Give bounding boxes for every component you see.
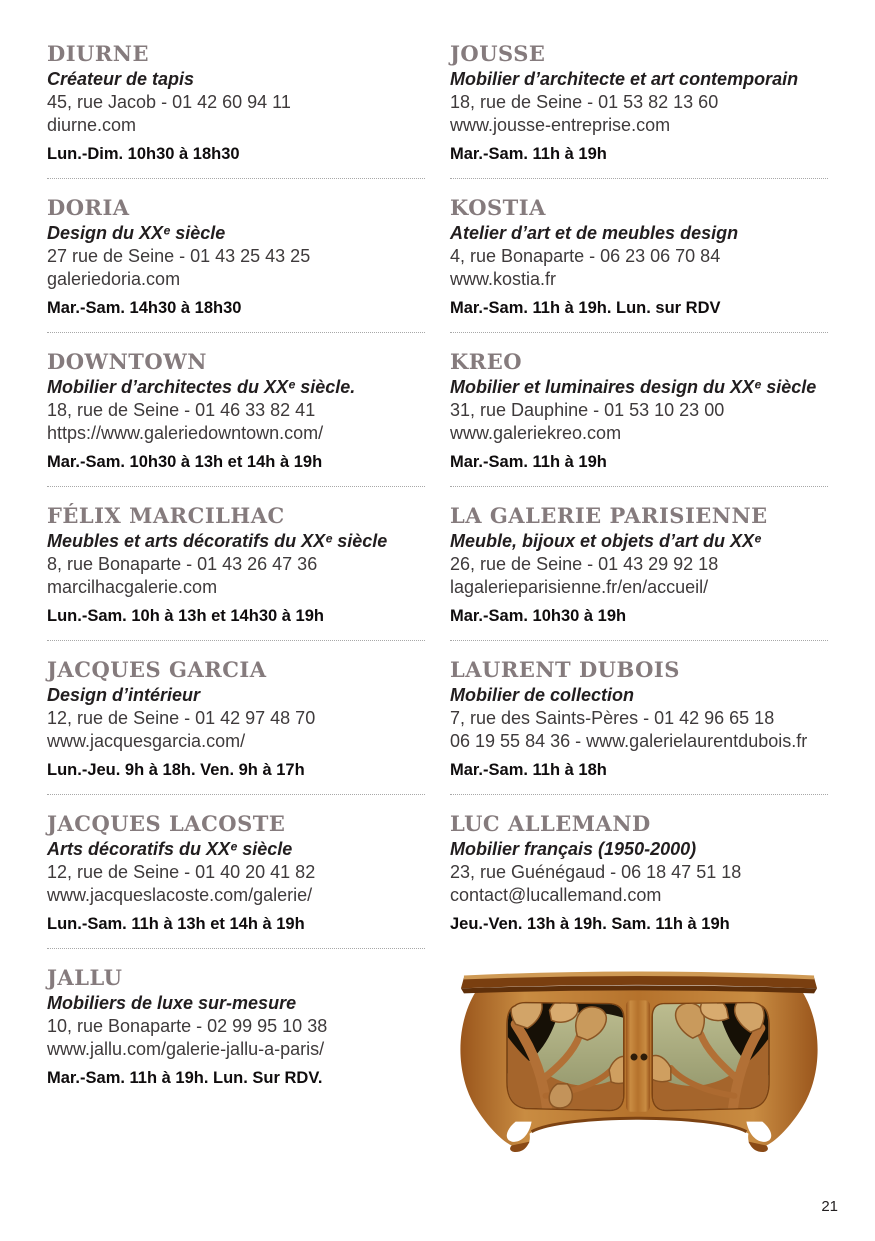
gallery-hours: Mar.-Sam. 11h à 18h: [450, 761, 607, 779]
gallery-name: LA GALERIE PARISIENNE: [450, 503, 768, 528]
gallery-address: 4, rue Bonaparte - 06 23 06 70 84: [450, 246, 721, 266]
gallery-email[interactable]: contact@lucallemand.com: [450, 885, 662, 905]
gallery-entry-felix-marcilhac: [47, 504, 425, 640]
gallery-name: FÉLIX MARCILHAC: [47, 503, 285, 528]
gallery-hours: Jeu.-Ven. 13h à 19h. Sam. 11h à 19h: [450, 915, 730, 933]
right-column: [450, 42, 828, 1162]
gallery-entry-laurent-dubois: [450, 658, 828, 794]
gallery-website[interactable]: www.kostia.fr: [450, 269, 557, 289]
art-nouveau-cabinet-image: [450, 962, 828, 1162]
gallery-address: 8, rue Bonaparte - 01 43 26 47 36: [47, 554, 318, 574]
entry-divider: [450, 332, 828, 333]
entry-divider: [47, 178, 425, 179]
gallery-hours: Lun.-Sam. 11h à 13h et 14h à 19h: [47, 915, 305, 933]
gallery-description: Meubles et arts décoratifs du XXᵉ siècle: [47, 531, 388, 551]
gallery-website[interactable]: galeriedoria.com: [47, 269, 181, 289]
gallery-website[interactable]: lagalerieparisienne.fr/en/accueil/: [450, 577, 709, 597]
gallery-address: 18, rue de Seine - 01 46 33 82 41: [47, 400, 316, 420]
gallery-address: 12, rue de Seine - 01 42 97 48 70: [47, 708, 316, 728]
gallery-entry-jacques-lacoste: [47, 812, 425, 948]
gallery-hours: Mar.-Sam. 11h à 19h: [450, 145, 607, 163]
gallery-description: Design d’intérieur: [47, 685, 201, 705]
gallery-hours: Mar.-Sam. 11h à 19h. Lun. sur RDV: [450, 299, 721, 317]
gallery-address: 31, rue Dauphine - 01 53 10 23 00: [450, 400, 725, 420]
gallery-website[interactable]: marcilhacgalerie.com: [47, 577, 218, 597]
cabinet-photo: [450, 962, 828, 1162]
gallery-website[interactable]: https://www.galeriedowntown.com/: [47, 423, 324, 443]
left-column: [47, 42, 425, 1162]
gallery-description: Mobilier et luminaires design du XXᵉ siècle: [450, 377, 817, 397]
gallery-address: 23, rue Guénégaud - 06 18 47 51 18: [450, 862, 742, 882]
gallery-name: JACQUES LACOSTE: [47, 811, 286, 836]
gallery-entry-jacques-garcia: [47, 658, 425, 794]
gallery-address: 45, rue Jacob - 01 42 60 94 11: [47, 92, 291, 112]
gallery-hours: Mar.-Sam. 11h à 19h. Lun. Sur RDV.: [47, 1069, 323, 1087]
gallery-name: JOUSSE: [450, 41, 546, 66]
gallery-entry-doria: [47, 196, 425, 332]
gallery-name: JACQUES GARCIA: [47, 657, 267, 682]
gallery-hours: Mar.-Sam. 11h à 19h: [450, 453, 607, 471]
gallery-website[interactable]: diurne.com: [47, 115, 137, 135]
entry-divider: [47, 948, 425, 949]
gallery-entry-downtown: [47, 350, 425, 486]
gallery-hours: Mar.-Sam. 10h30 à 13h et 14h à 19h: [47, 453, 323, 471]
gallery-description: Mobiliers de luxe sur-mesure: [47, 993, 297, 1013]
gallery-name: DIURNE: [47, 41, 150, 66]
gallery-description: Meuble, bijoux et objets d’art du XXᵉ: [450, 531, 762, 551]
entry-divider: [450, 178, 828, 179]
gallery-hours: Mar.-Sam. 14h30 à 18h30: [47, 299, 242, 317]
gallery-website[interactable]: www.jallu.com/galerie-jallu-a-paris/: [47, 1039, 325, 1059]
gallery-website[interactable]: www.jacqueslacoste.com/galerie/: [47, 885, 313, 905]
gallery-description: Créateur de tapis: [47, 69, 195, 89]
gallery-address: 7, rue des Saints-Pères - 01 42 96 65 18: [450, 708, 775, 728]
gallery-description: Mobilier d’architectes du XXᵉ siècle.: [47, 377, 356, 397]
gallery-hours: Lun.-Jeu. 9h à 18h. Ven. 9h à 17h: [47, 761, 305, 779]
gallery-hours: Lun.-Dim. 10h30 à 18h30: [47, 145, 240, 163]
entry-divider: [47, 486, 425, 487]
gallery-name: DOWNTOWN: [47, 349, 207, 374]
gallery-website[interactable]: 06 19 55 84 36 - www.galerielaurentdubois.fr: [450, 731, 808, 751]
gallery-name: KREO: [450, 349, 523, 374]
entry-divider: [47, 332, 425, 333]
gallery-website[interactable]: www.jacquesgarcia.com/: [47, 731, 246, 751]
gallery-address: 12, rue de Seine - 01 40 20 41 82: [47, 862, 316, 882]
gallery-name: JALLU: [47, 965, 123, 990]
entry-divider: [450, 486, 828, 487]
gallery-entry-luc-allemand: [450, 812, 828, 948]
gallery-entry-diurne: [47, 42, 425, 178]
entry-divider: [47, 794, 425, 795]
gallery-name: DORIA: [47, 195, 130, 220]
gallery-entry-jallu: [47, 966, 425, 1102]
gallery-description: Mobilier français (1950-2000): [450, 839, 697, 859]
gallery-website[interactable]: www.galeriekreo.com: [450, 423, 622, 443]
gallery-website[interactable]: www.jousse-entreprise.com: [450, 115, 671, 135]
gallery-address: 10, rue Bonaparte - 02 99 95 10 38: [47, 1016, 328, 1036]
gallery-entry-jousse: [450, 42, 828, 178]
gallery-name: KOSTIA: [450, 195, 546, 220]
gallery-address: 27 rue de Seine - 01 43 25 43 25: [47, 246, 311, 266]
gallery-hours: Lun.-Sam. 10h à 13h et 14h30 à 19h: [47, 607, 324, 625]
entry-divider: [450, 794, 828, 795]
gallery-hours: Mar.-Sam. 10h30 à 19h: [450, 607, 627, 625]
page-number: 21: [821, 1198, 838, 1215]
gallery-address: 26, rue de Seine - 01 43 29 92 18: [450, 554, 719, 574]
entry-divider: [47, 640, 425, 641]
gallery-name: LAURENT DUBOIS: [450, 657, 680, 682]
gallery-description: Arts décoratifs du XXᵉ siècle: [47, 839, 293, 859]
gallery-name: LUC ALLEMAND: [450, 811, 651, 836]
gallery-entry-la-galerie-parisienne: [450, 504, 828, 640]
gallery-description: Mobilier de collection: [450, 685, 635, 705]
gallery-description: Atelier d’art et de meubles design: [450, 223, 739, 243]
gallery-description: Mobilier d’architecte et art contemporain: [450, 69, 799, 89]
gallery-entry-kostia: [450, 196, 828, 332]
gallery-description: Design du XXᵉ siècle: [47, 223, 226, 243]
gallery-entry-kreo: [450, 350, 828, 486]
gallery-address: 18, rue de Seine - 01 53 82 13 60: [450, 92, 719, 112]
entry-divider: [450, 640, 828, 641]
